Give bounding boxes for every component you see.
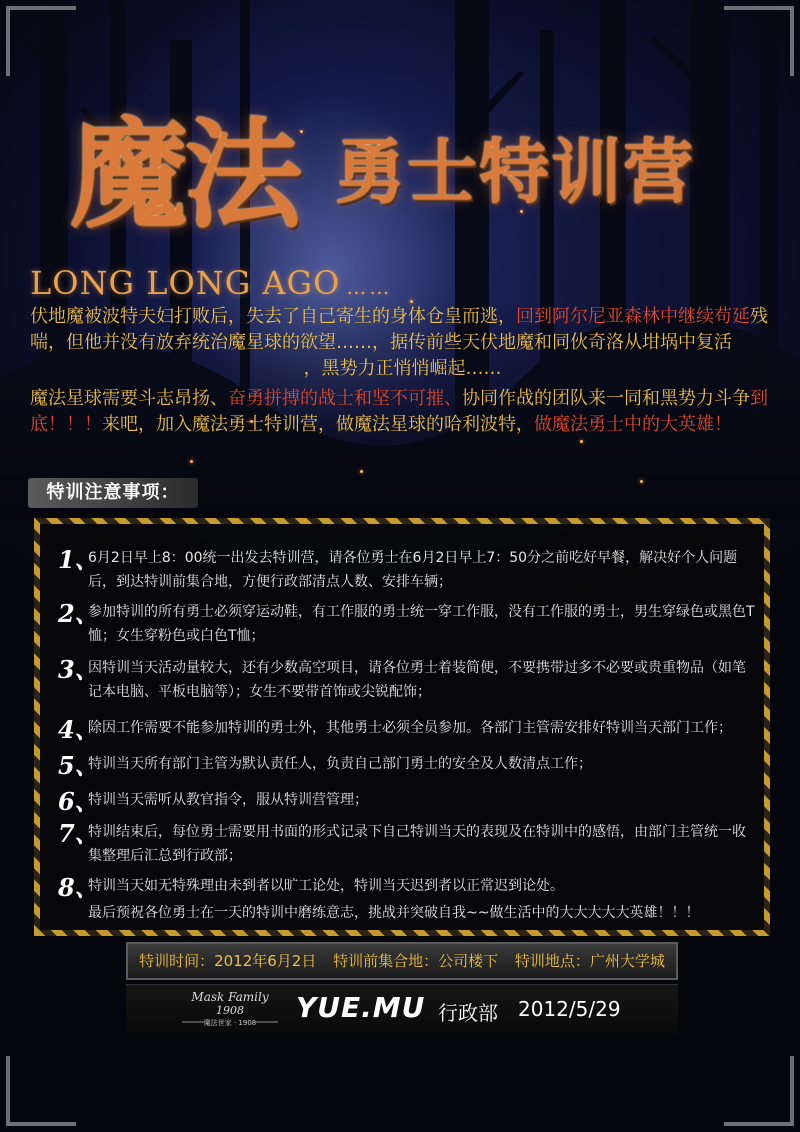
mask-family-logo-text: Mask Family bbox=[191, 990, 269, 1004]
intro-p2-seg: 到底！！！ bbox=[30, 388, 768, 435]
rule-number: 2、 bbox=[58, 599, 99, 628]
spark-decoration bbox=[190, 460, 193, 463]
spark-decoration bbox=[360, 470, 363, 473]
rule-text: 特训当天需听从教官指令，服从特训营管理； bbox=[88, 792, 368, 808]
rule-item bbox=[58, 751, 758, 780]
frame-corner-bottom-left bbox=[6, 1056, 76, 1126]
mask-family-logo-tagline: 魔法世家 · 1908 bbox=[203, 1019, 257, 1027]
rule-text: 除因工作需要不能参加特训的勇士外，其他勇士必须全员参加。各部门主管需安排好特训当天部门工作； bbox=[88, 720, 732, 736]
issue-date: 2012/5/29 bbox=[518, 997, 621, 1021]
rule-text: 特训结束后，每位勇士需要用书面的形式记录下自己特训当天的表现及在特训中的感悟，由部门主管统一收集整理后汇总到行政部； bbox=[88, 824, 746, 864]
intro-paragraph-2 bbox=[30, 386, 775, 438]
poster-title bbox=[70, 80, 730, 250]
intro-text bbox=[30, 304, 775, 438]
rule-item bbox=[58, 873, 758, 902]
mask-family-logo-year: 1908 bbox=[216, 1004, 244, 1017]
rule-item bbox=[58, 600, 758, 648]
intro-heading bbox=[30, 264, 392, 302]
rule-item bbox=[58, 787, 758, 816]
info-location: 特训地点：广州大学城 bbox=[514, 952, 665, 970]
spark-decoration bbox=[580, 440, 583, 443]
brand-logo: YUE.MU bbox=[296, 991, 426, 1024]
rule-item bbox=[58, 656, 758, 704]
intro-p2-seg: 做魔法勇士中的大英雄！ bbox=[534, 414, 732, 435]
rule-text: 6月2日早上8：00统一出发去特训营，请各位勇士在6月2日早上7：50分之前吃好早餐，解决好个人问题后，到达特训前集合地，方便行政部清点人数、安排车辆； bbox=[88, 550, 738, 590]
intro-p2-seg: 来吧，加入魔法勇士特训营，做魔法星球的哈利波特， bbox=[102, 414, 534, 435]
rule-item bbox=[58, 820, 758, 868]
title-magic: 魔法 bbox=[70, 105, 299, 244]
intro-p1-seg: 残喘，但他并没有放弃统治魔星球的欲望……，据传前些天伏地魔和同伙奇洛从坩埚中复活 bbox=[30, 306, 768, 353]
intro-paragraph-1-tail: ，黑势力正悄悄崛起…… bbox=[303, 358, 502, 379]
frame-corner-top-right bbox=[724, 6, 794, 76]
rule-number: 6、 bbox=[58, 787, 99, 816]
title-warrior-camp: 勇士特训营 bbox=[335, 130, 695, 213]
rule-number: 3、 bbox=[58, 655, 99, 684]
intro-paragraph-1 bbox=[30, 304, 775, 356]
intro-p2-seg: 魔法星球需要斗志昂扬、 bbox=[30, 388, 228, 409]
info-gather-place: 特训前集合地：公司楼下 bbox=[333, 952, 499, 970]
rules-closing-text: 最后预祝各位勇士在一天的特训中磨练意志，挑战并突破自我~~做生活中的大大大大大英雄！！！ bbox=[88, 905, 700, 921]
info-bar bbox=[126, 942, 678, 980]
rule-number: 1、 bbox=[58, 545, 99, 574]
rule-text: 因特训当天活动量较大，还有少数高空项目，请各位勇士着装简便，不要携带过多不必要或贵重物品（如笔记本电脑、平板电脑等）；女生不要带首饰或尖锐配饰； bbox=[88, 660, 746, 700]
rules-panel bbox=[34, 518, 770, 936]
rule-item bbox=[58, 715, 758, 744]
intro-p2-seg: 奋勇拼搏的战士和坚不可摧、 bbox=[228, 388, 462, 409]
department-name: 行政部 bbox=[438, 1001, 498, 1025]
forest-background-image bbox=[0, 0, 800, 520]
frame-corner-top-left bbox=[6, 6, 76, 76]
rule-number: 8、 bbox=[58, 873, 99, 902]
rule-text: 特训当天所有部门主管为默认责任人，负责自己部门勇士的安全及人数清点工作； bbox=[88, 756, 592, 772]
intro-p1-seg: 伏地魔被波特夫妇打败后，失去了自己寄生的身体仓皇而逃， bbox=[30, 306, 516, 327]
rule-number: 7、 bbox=[58, 819, 99, 848]
intro-heading-text: LONG LONG AGO bbox=[30, 264, 341, 302]
frame-corner-bottom-right bbox=[724, 1056, 794, 1126]
info-time: 特训时间：2012年6月2日 bbox=[139, 952, 317, 970]
intro-p1-seg: 回到阿尔尼亚森林中继续苟延 bbox=[516, 306, 750, 327]
rule-number: 5、 bbox=[58, 751, 99, 780]
spark-decoration bbox=[640, 480, 643, 483]
rule-number: 4、 bbox=[58, 715, 99, 744]
notice-heading: 特训注意事项： bbox=[28, 478, 198, 508]
rule-text: 特训当天如无特殊理由未到者以旷工论处，特训当天迟到者以正常迟到论处。 bbox=[88, 878, 564, 894]
footer-bar bbox=[126, 984, 678, 1033]
spark-decoration bbox=[410, 300, 413, 303]
intro-p2-seg: 协同作战的团队来一同和黑势力斗争 bbox=[462, 388, 750, 409]
mask-family-logo bbox=[170, 987, 290, 1031]
intro-heading-dots: …… bbox=[346, 275, 393, 299]
rule-item bbox=[58, 546, 758, 594]
rule-text: 参加特训的所有勇士必须穿运动鞋，有工作服的勇士统一穿工作服，没有工作服的勇士，男生穿绿色或黑色T恤；女生穿粉色或白色T恤； bbox=[88, 604, 755, 644]
